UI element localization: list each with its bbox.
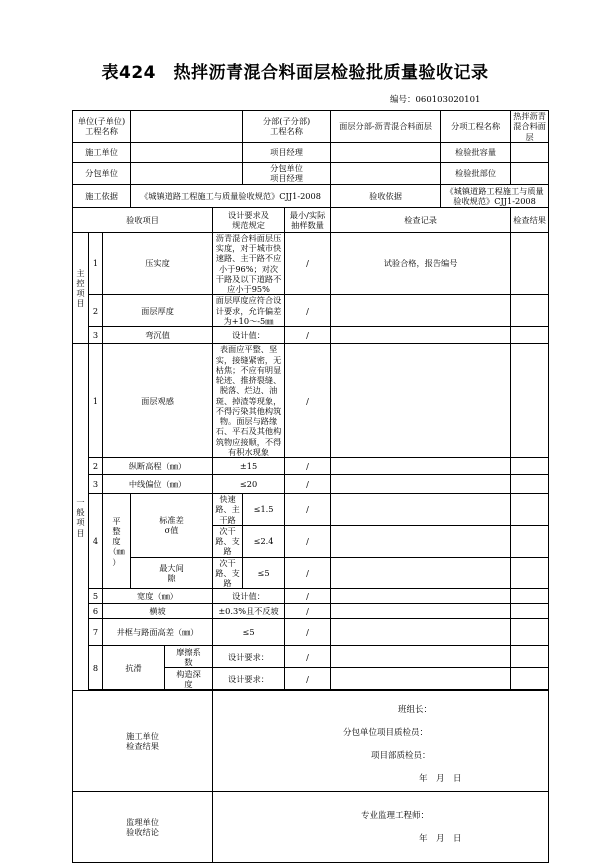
- construction-check-date: 年 月 日: [419, 774, 462, 785]
- check-result[interactable]: [511, 619, 549, 646]
- item-name: 压实度: [103, 232, 213, 295]
- row-number: 7: [89, 619, 103, 646]
- item-name: 抗滑: [103, 646, 165, 690]
- sub-qc-inspector-label: 分包单位项目质检员：: [343, 728, 429, 739]
- column-requirement: 设计要求及 规范规定: [213, 207, 285, 232]
- subpart-name-value: 面层分部-沥青混合料面层: [331, 111, 441, 143]
- item-name: 井框与路面高差（㎜）: [103, 619, 213, 646]
- check-record[interactable]: [331, 295, 511, 327]
- column-item: 验收项目: [73, 207, 213, 232]
- min-sample: /: [285, 295, 331, 327]
- page-title: 表424 热拌沥青混合料面层检验批质量验收记录: [101, 63, 489, 83]
- check-result[interactable]: [511, 344, 549, 458]
- check-record[interactable]: [331, 494, 511, 526]
- supervision-date: 年 月 日: [419, 834, 462, 845]
- main-control-items-label: 主 控 项 目: [73, 232, 89, 344]
- min-sample: /: [285, 344, 331, 458]
- road-class: 次干路、支路: [213, 525, 243, 557]
- flatness-label: 平 整 度 （㎜ ）: [103, 494, 131, 589]
- contractor-value[interactable]: [131, 142, 243, 162]
- document-number: 编号：060103020101: [390, 95, 481, 105]
- row-number: 3: [89, 327, 103, 344]
- subcontractor-label: 分包单位: [73, 162, 131, 184]
- min-sample: /: [285, 557, 331, 589]
- check-result[interactable]: [511, 646, 549, 668]
- check-result[interactable]: [511, 525, 549, 557]
- row-number: 1: [89, 344, 103, 458]
- check-result[interactable]: [511, 604, 549, 619]
- check-record[interactable]: [331, 525, 511, 557]
- flatness-limit: ≤5: [243, 557, 285, 589]
- min-sample: /: [285, 668, 331, 690]
- contractor-label: 施工单位: [73, 142, 131, 162]
- row-number: 1: [89, 232, 103, 295]
- item-name: 横坡: [103, 604, 213, 619]
- acceptance-basis-value: 《城镇道路工程施工与质量验收规范》CJJ1-2008: [441, 184, 549, 207]
- check-result[interactable]: [511, 475, 549, 494]
- construction-basis-label: 施工依据: [73, 184, 131, 207]
- supervision-signatures: [213, 792, 549, 863]
- sub-project-manager-value[interactable]: [331, 162, 441, 184]
- batch-location-value[interactable]: [511, 162, 549, 184]
- item-requirement: 面层厚度应符合设计要求，允许偏差为+10～-5㎜: [213, 295, 285, 327]
- flatness-limit: ≤2.4: [243, 525, 285, 557]
- check-record[interactable]: [331, 604, 511, 619]
- column-min-sample: 最小/实际 抽样数量: [285, 207, 331, 232]
- project-qc-inspector-label: 项目部质检员：: [371, 751, 431, 762]
- check-result[interactable]: [511, 557, 549, 589]
- check-record[interactable]: [331, 646, 511, 668]
- min-sample: /: [285, 604, 331, 619]
- road-class: 次干路、支路: [213, 557, 243, 589]
- item-requirement: 表面应平整、坚实，接缝紧密，无枯焦；不应有明显轮迹、推挤裂缝、脱落、烂边、油斑、掉渣等现象，不得污染其他构筑物。面层与路缘石、平石及其他构筑物应接顺，不得有积水现象: [213, 344, 285, 458]
- subcontractor-value[interactable]: [131, 162, 243, 184]
- unit-project-name-label: 单位(子单位) 工程名称: [73, 111, 131, 143]
- min-sample: /: [285, 525, 331, 557]
- item-name: 纵断高程（㎜）: [103, 458, 213, 475]
- row-number: 4: [89, 494, 103, 589]
- check-result[interactable]: [511, 458, 549, 475]
- item-requirement: 设计要求：: [213, 668, 285, 690]
- row-number: 3: [89, 475, 103, 494]
- column-check-record: 检查记录: [331, 207, 511, 232]
- min-sample: /: [285, 589, 331, 604]
- item-name: 中线偏位（㎜）: [103, 475, 213, 494]
- check-result[interactable]: [511, 295, 549, 327]
- min-sample: /: [285, 494, 331, 526]
- item-requirement: 设计值：: [213, 327, 285, 344]
- supervising-engineer-label: 专业监理工程师：: [361, 811, 430, 822]
- item-requirement: 沥青混合料面层压实度，对于城市快速路、主干路不应小于96%；对次干路及以下道路不应小于95%: [213, 232, 285, 295]
- skid-sub-label: 摩擦系 数: [165, 646, 213, 668]
- row-number: 8: [89, 646, 103, 690]
- item-requirement: ≤20: [213, 475, 285, 494]
- check-record[interactable]: [331, 619, 511, 646]
- check-result[interactable]: [511, 232, 549, 295]
- batch-capacity-label: 检验批容量: [441, 142, 511, 162]
- item-requirement: ≤5: [213, 619, 285, 646]
- batch-location-label: 检验批部位: [441, 162, 511, 184]
- sub-project-manager-label: 分包单位 项目经理: [243, 162, 331, 184]
- general-items-label: 一 般 项 目: [73, 344, 89, 691]
- road-class: 快速路、主干路: [213, 494, 243, 526]
- construction-check-label: 施工单位 检查结果: [73, 691, 213, 792]
- item-requirement: 设计值：: [213, 589, 285, 604]
- min-sample: /: [285, 646, 331, 668]
- row-number: 6: [89, 604, 103, 619]
- team-leader-label: 班组长：: [398, 705, 433, 716]
- min-sample: /: [285, 619, 331, 646]
- construction-check-signatures: [213, 691, 549, 792]
- item-project-name-value: 热拌沥青混合料面层: [511, 111, 549, 143]
- flatness-limit: ≤1.5: [243, 494, 285, 526]
- row-number: 2: [89, 295, 103, 327]
- row-number: 2: [89, 458, 103, 475]
- item-project-name-label: 分项工程名称: [441, 111, 511, 143]
- item-name: 面层厚度: [103, 295, 213, 327]
- min-sample: /: [285, 475, 331, 494]
- min-sample: /: [285, 458, 331, 475]
- project-manager-label: 项目经理: [243, 142, 331, 162]
- std-deviation-label: 标准差 σ值: [131, 494, 213, 558]
- skid-sub-label: 构造深 度: [165, 668, 213, 690]
- check-record[interactable]: [331, 589, 511, 604]
- check-record[interactable]: [331, 344, 511, 458]
- row-number: 5: [89, 589, 103, 604]
- item-requirement: ±0.3%且不反坡: [213, 604, 285, 619]
- check-record[interactable]: 试验合格，报告编号: [331, 232, 511, 295]
- check-record[interactable]: [331, 668, 511, 690]
- project-manager-value[interactable]: [331, 142, 441, 162]
- check-result[interactable]: [511, 668, 549, 690]
- check-record[interactable]: [331, 458, 511, 475]
- subpart-name-label: 分部(子分部) 工程名称: [243, 111, 331, 143]
- supervision-conclusion-label: 监理单位 验收结论: [73, 792, 213, 863]
- min-sample: /: [285, 327, 331, 344]
- batch-capacity-value[interactable]: [511, 142, 549, 162]
- acceptance-basis-label: 验收依据: [331, 184, 441, 207]
- item-requirement: 设计要求：: [213, 646, 285, 668]
- unit-project-name-value[interactable]: [131, 111, 243, 143]
- min-sample: /: [285, 232, 331, 295]
- item-requirement: ±15: [213, 458, 285, 475]
- item-name: 宽度（㎜）: [103, 589, 213, 604]
- check-result[interactable]: [511, 494, 549, 526]
- acceptance-record-table: [72, 110, 549, 863]
- check-record[interactable]: [331, 475, 511, 494]
- max-gap-label: 最大间 隙: [131, 557, 213, 589]
- column-check-result: 检查结果: [511, 207, 549, 232]
- check-record[interactable]: [331, 327, 511, 344]
- item-name: 弯沉值: [103, 327, 213, 344]
- check-result[interactable]: [511, 589, 549, 604]
- check-record[interactable]: [331, 557, 511, 589]
- construction-basis-value: 《城镇道路工程施工与质量验收规范》CJJ1-2008: [131, 184, 331, 207]
- item-name: 面层观感: [103, 344, 213, 458]
- check-result[interactable]: [511, 327, 549, 344]
